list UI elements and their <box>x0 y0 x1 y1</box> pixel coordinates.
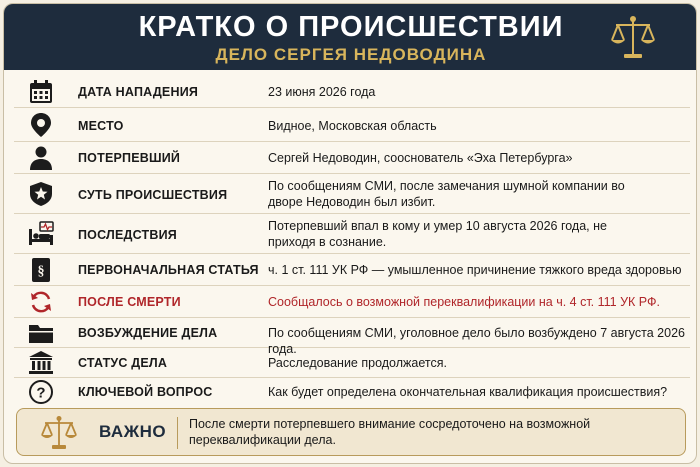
list-item <box>14 142 690 174</box>
row-label: ДАТА НАПАДЕНИЯ <box>78 85 199 99</box>
list-item <box>14 108 690 142</box>
question-icon <box>28 379 54 405</box>
important-callout <box>16 408 686 456</box>
row-value: Потерпевший впал в кому и умер 10 августа 2026 года, не приходя в сознание. <box>268 219 607 249</box>
incident-badge-icon <box>28 181 54 207</box>
person-icon <box>28 145 54 171</box>
svg-text:?: ? <box>36 384 46 402</box>
row-label: ПЕРВОНАЧАЛЬНАЯ СТАТЬЯ <box>78 263 259 277</box>
location-pin-icon <box>28 112 54 138</box>
important-title: ВАЖНО <box>99 422 167 441</box>
calendar-icon <box>28 79 54 105</box>
svg-text:§: § <box>37 264 45 279</box>
page-title: КРАТКО О ПРОИСШЕСТВИИ <box>138 11 564 43</box>
row-label: КЛЮЧЕВОЙ ВОПРОС <box>78 385 213 399</box>
list-item <box>14 174 690 214</box>
row-label: СТАТУС ДЕЛА <box>78 356 168 370</box>
row-label: ПОТЕРПЕВШИЙ <box>78 151 181 165</box>
header-banner <box>4 4 697 70</box>
row-value: Сообщалось о возможной переквалификации на ч. 4 ст. 111 УК РФ. <box>268 295 660 309</box>
row-value: ч. 1 ст. 111 УК РФ — умышленное причинение тяжкого вреда здоровью <box>268 263 682 277</box>
divider <box>177 417 178 449</box>
courthouse-icon <box>28 350 54 376</box>
summary-card <box>3 3 697 464</box>
row-value: По сообщениям СМИ, уголовное дело было возбуждено 7 августа 2026 года. <box>268 326 685 356</box>
list-item <box>14 254 690 286</box>
row-label: СУТЬ ПРОИСШЕСТВИЯ <box>78 188 228 202</box>
page-subtitle: ДЕЛО СЕРГЕЯ НЕДОВОДИНА <box>215 45 487 64</box>
refresh-icon <box>28 289 54 315</box>
list-item <box>14 318 690 356</box>
important-text: После смерти потерпевшего внимание сосредоточено на возможной переквалификации дела. <box>189 417 591 447</box>
row-label: МЕСТО <box>78 119 124 133</box>
row-value: Расследование продолжается. <box>268 356 447 370</box>
list-item <box>14 348 690 378</box>
row-value: Сергей Недоводин, сооснователь «Эха Петербурга» <box>268 151 573 165</box>
row-value: 23 июня 2026 года <box>268 85 376 99</box>
list-item <box>14 214 690 254</box>
row-label: ПОСЛЕ СМЕРТИ <box>78 295 181 309</box>
row-label: ПОСЛЕДСТВИЯ <box>78 228 177 242</box>
law-book-icon <box>28 257 54 283</box>
row-label: ВОЗБУЖДЕНИЕ ДЕЛА <box>78 326 218 340</box>
scales-icon <box>39 415 79 451</box>
row-value: Видное, Московская область <box>268 119 437 133</box>
hospital-bed-icon <box>28 221 54 247</box>
row-value: По сообщениям СМИ, после замечания шумной компании во дворе Недоводин был избит. <box>268 179 625 209</box>
list-item <box>14 378 690 406</box>
list-item <box>14 76 690 108</box>
scales-icon <box>608 14 658 62</box>
folder-icon <box>28 320 54 346</box>
list-item <box>14 286 690 318</box>
row-value: Как будет определена окончательная квалификация происшествия? <box>268 385 668 399</box>
